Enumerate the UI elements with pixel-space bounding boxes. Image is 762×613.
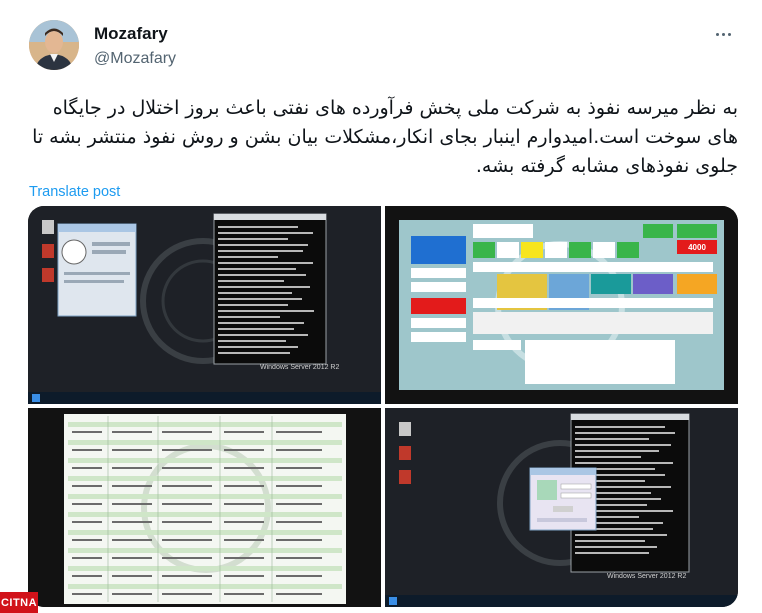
os-label-4: Windows Server 2012 R2 bbox=[607, 573, 687, 580]
user-handle[interactable]: @Mozafary bbox=[94, 50, 177, 67]
avatar-photo bbox=[29, 20, 79, 70]
post-text: به نظر میرسه نفوذ به شرکت ملی پخش فرآورده های نفتی باعث بروز اختلال در جایگاه های سوخت است.امیدوارم اینبار بجای انکار،مشکلات بیان بشن و روش نفوذ منتشر بشه تا جلوی نفوذهای مشابه گرفته بشه. bbox=[32, 97, 738, 177]
media-grid bbox=[28, 206, 738, 607]
media-image-4[interactable] bbox=[385, 408, 738, 607]
media-image-3[interactable] bbox=[28, 408, 381, 607]
media-image-2[interactable] bbox=[385, 206, 738, 404]
more-icon[interactable] bbox=[708, 24, 738, 44]
avatar[interactable] bbox=[29, 20, 79, 70]
translate-post-link[interactable]: Translate post bbox=[29, 184, 121, 200]
media-image-1[interactable] bbox=[28, 206, 381, 404]
os-label-1: Windows Server 2012 R2 bbox=[260, 364, 340, 371]
display-name[interactable]: Mozafary bbox=[94, 24, 168, 43]
site-logo: CITNA bbox=[0, 592, 38, 613]
big-value: 4000 bbox=[688, 243, 706, 252]
